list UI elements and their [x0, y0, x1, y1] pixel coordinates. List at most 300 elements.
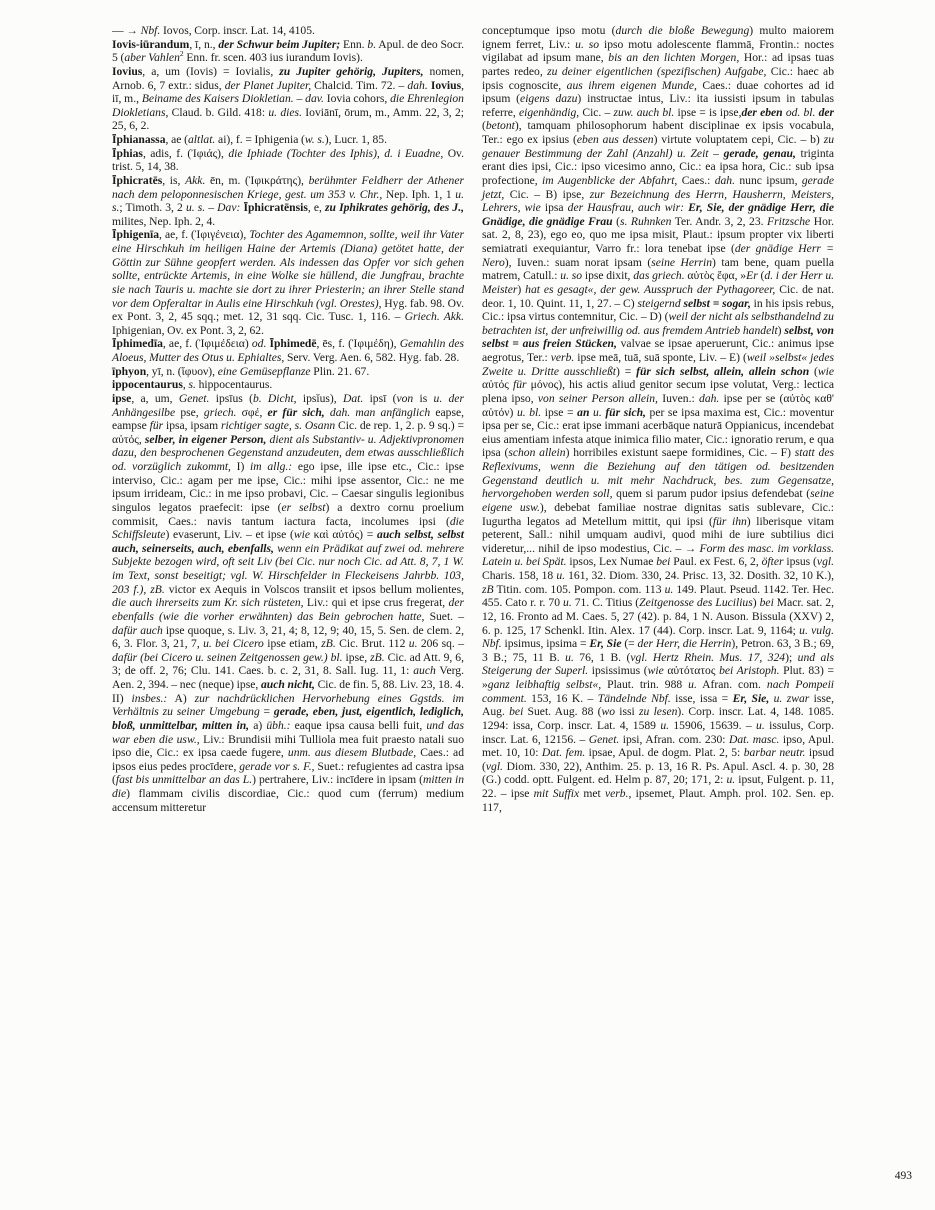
text-run: , ae, f. (Ἰφιμέδεια) [162, 337, 252, 351]
text-run: aber Vahlen [124, 51, 180, 65]
text-run: durch die bloße Bewegung [615, 24, 750, 37]
text-run: ipse etiam, [263, 637, 322, 651]
text-run: ) instructae intus, Liv.: ita iussisti ipsum in tabulas referre, [482, 92, 834, 119]
text-run: für sich, [605, 405, 646, 419]
text-run: Er, Sie [589, 637, 622, 651]
dictionary-entry [112, 378, 464, 392]
text-run: ipsi, Afran. com. 230: [619, 732, 729, 746]
text-run: 206 sq. – [417, 637, 464, 651]
text-run: A) [167, 691, 195, 705]
text-run: Ioviānī, ōrum, m., Amm. 22, 3, 2; 25, 6, 2. [112, 105, 465, 133]
text-run: an [577, 405, 590, 419]
text-run: , a, um, [131, 391, 179, 405]
text-run: steigernd [637, 296, 681, 310]
text-run: ipse, [342, 650, 371, 664]
text-run: , a, um (Iovis) = Iovialis, [142, 64, 280, 78]
text-run: ), tamquam philosophorum habent disciplinae ex ipsis vocabula, Ter.: ego ex ipsius ( [482, 119, 834, 146]
text-run: Dat. masc. [728, 732, 780, 746]
text-run: ) a dextro cornu proelium commisit, Caes.: navis tantum iactura facta, incolumes ipsi ( [112, 500, 464, 528]
text-run: Charis. 158, 18 [482, 569, 557, 582]
text-run: per se ipsa maxima est, Cic.: moventur ipsa per se, Cic.: erat ipse immani acerbāque naturā Oppianicus, incendebat eius amentiam infesta atque inimica filio mater, Cic.: ignoratio rerum, e qua ipsa ( [482, 405, 834, 460]
text-run: milites, Nep. Iph. 2, 4. [112, 214, 216, 228]
text-run: 76, 1 B. ( [573, 650, 631, 664]
text-run: dafür (bei Cicero u. seinen Zeitgenossen gew.) bl. [112, 650, 343, 664]
text-run: dah. man anfänglich [329, 405, 431, 419]
text-run: schon allein [508, 446, 566, 460]
dictionary-entry [112, 24, 464, 38]
text-run: Iovis-iūrandum [112, 37, 190, 51]
text-run: eben aus dessen [576, 133, 654, 146]
text-run: u. vulg. Nbf. [482, 623, 834, 651]
text-run: unm. aus diesem Blutbade, [287, 746, 417, 760]
text-run: aus ihrem eigenen Munde, [566, 78, 697, 92]
text-run: , ēs, f. (Ἰφιμέδη), [316, 337, 400, 351]
text-run: er für sich, [267, 405, 325, 419]
text-run: altlat. [187, 133, 216, 146]
text-run: der ebenfalls (wie die vorher erwähnten) das Bein gebrochen hatte, [112, 596, 464, 623]
text-run: ) liberisque vitam peterent, Sall.: nihil umquam audivi, quod mihi de iure subtilius dici videretur,... nihil de ipso modestius, Cic. – → [482, 514, 834, 555]
text-run: Enn. fr. scen. 403 ius iurandum Iovis). [183, 51, 363, 65]
text-run: zu Jupiter gehörig, Jupiters, [279, 64, 424, 78]
text-run: ipse [112, 391, 132, 405]
text-run: ippocentaurus [112, 378, 183, 392]
text-run: 71. C. Titius ( [571, 596, 640, 610]
text-run: ipsud ( [482, 746, 835, 773]
text-run: verb., [605, 787, 632, 800]
text-run: zB. [321, 637, 336, 651]
text-run: Caes.: [677, 173, 715, 187]
text-run: Apul. de deo Socr. 5 ( [112, 37, 464, 65]
text-run: Er [746, 269, 758, 283]
text-run: ipsae, Apul. de dogm. Plat. 2, 5: [585, 746, 744, 760]
text-run: selber, in eigener Person, [144, 432, 267, 446]
text-run: eigens dazu [520, 92, 578, 106]
text-run: met [579, 787, 605, 800]
text-run: gerade jetzt, [482, 173, 835, 201]
text-run: dient als Substantiv- u. Adjektivpronomen dazu, den besprochenen Gegenstand anzudeuten, dem etwas ausschließlich od. vorzüglich zukommt, [112, 432, 464, 473]
text-run: , yī, n. (ἴφυον), [146, 364, 218, 378]
text-run: zu genauer Bestimmung der Zahl (Anzahl) u. Zeit [482, 133, 834, 160]
text-run: triginta erant dies ipsi, Cic.: ipso vicesimo anno, Cic.: ea ipsa hora, Cic.: sub ipsa profectione, [482, 146, 834, 187]
text-run: ipsa [540, 201, 568, 215]
text-run: Diom. 330, 22), Anthim. 25. p. 13, 16 R. Ps. Apul. Ascl. 4. p. 30, 28 (G.) codd. optt. Fulgent. ed. Helm p. 87, 20; 171, 2: [482, 759, 834, 787]
text-run: von [396, 391, 414, 405]
text-run: Nbf. [140, 24, 161, 37]
text-run: Īphimedīa [112, 337, 163, 351]
text-run: Ter. Andr. 3, 2, 23. [671, 214, 768, 228]
text-run: u. [726, 773, 736, 787]
text-run: öfter [761, 555, 784, 569]
text-run: isse, Aug. [482, 691, 834, 719]
text-run: nunc ipsum, [735, 173, 802, 187]
text-run: , ī, n., [189, 37, 219, 51]
text-run: Cic.: haec ab ipsis cognoscite, [482, 64, 835, 92]
text-run: u. [408, 637, 418, 651]
text-run: ipsa, ipsam [163, 419, 221, 433]
text-run: die auch ihrerseits zum Kr. sich rüsteten, [112, 596, 304, 610]
text-run: issulus, Corp. inscr. Lat. 6, 12156. – [482, 718, 835, 746]
text-run: der Hausfrau, auch wir: [567, 201, 685, 215]
text-run: Īphicratēs [112, 173, 163, 187]
text-run: ) flammam civilis discordiae, Cic.: quod cum (ferrum) medium accensum mitteretur [112, 787, 464, 814]
text-run: I) [230, 460, 251, 473]
text-run: σφέ, [236, 405, 268, 419]
text-run: ) multo maiorem ignem ferret, Liv.: [482, 24, 834, 51]
text-run: ( [809, 364, 818, 378]
text-run: Iovia cohors, [323, 92, 391, 106]
text-run: , ae ( [165, 133, 188, 146]
text-run: pse, [175, 405, 204, 419]
text-run: Macr. sat. 2, 12, 16. Fronto ad M. Caes. 5, 27 (42). p. 84, 1 N. Auson. Bissula (XXV) 2, 6. p. 125, 17 Schenkl. Itin. Alex. 17 (44). Corp. inscr. Lat. 9, 1164; [482, 596, 834, 637]
text-run: ; Timoth. 3, 2 [119, 201, 186, 215]
text-run: der gnädige Herr = Nero [482, 242, 834, 269]
text-run: ). Corp. inscr. Lat. 4, 148. 1085. 1294: issa, Corp. inscr. Lat. 4, 1589 [482, 705, 834, 732]
text-run: hat es gesagt«, [525, 282, 597, 296]
right-column [482, 24, 834, 814]
text-run: betont [485, 119, 515, 133]
text-columns [112, 24, 834, 814]
text-run: Zeitgenosse des Lucilius [639, 596, 753, 610]
text-run: Suet. – [424, 609, 464, 623]
text-run: u. [565, 650, 574, 664]
text-run: ipse = [541, 405, 578, 419]
text-run: u. zwar [773, 691, 810, 705]
text-run: Form des masc. im vorklass. Latein u. bei Spät. [482, 541, 834, 569]
text-run: selbst, von selbst = aus freien Stücken, [482, 323, 834, 351]
text-run: der Planet Jupiter, [224, 78, 312, 92]
text-run: ) [752, 596, 760, 610]
text-run: ipsut, Fulgent. p. 11, 22. – ipse [482, 773, 834, 800]
dictionary-entry [482, 24, 834, 814]
text-run: ipsīus ( [209, 391, 253, 405]
text-run: Fritzsche [767, 214, 811, 228]
text-run: ipsissimus ( [588, 664, 648, 678]
text-run: Liv.: Brundisii mihi Tulliola mea fuit praesto natali suo ipso die, Cic.: ex ipsa caede fugere, [112, 732, 464, 760]
text-run: berühmter Feldherr der Athener nach dem peloponnesischen Kriege, gest. um 353 v. Chr., [112, 173, 464, 201]
text-run: Īphias [112, 146, 143, 160]
text-run: Claud. b. Gild. 418: [168, 105, 269, 119]
text-run: ( [757, 269, 765, 283]
text-run: die Iphiade (Tochter des Iphis), d. i Euadne, [228, 146, 444, 160]
text-run: ipse meā, tuā, suā sponte, Liv. – E) ( [574, 351, 747, 364]
text-run: ) pertrahere, Liv.: incīdere in ipsam ( [252, 773, 424, 787]
text-run: ) evaserunt, Liv. – et ipse ( [165, 528, 294, 542]
text-run: in his ipsis rebus, Cic.: ipsa virtus contemnitur, Cic. – D) ( [482, 296, 834, 324]
text-run: 153, 16 K. – [526, 691, 598, 705]
text-run: αὐτός [482, 378, 513, 392]
text-run: u. s. [185, 201, 206, 215]
text-run: αὐτότατος [663, 664, 720, 678]
text-run: zu lesen [639, 705, 678, 719]
text-run: od. bl. [785, 105, 816, 119]
text-run: griech. [203, 405, 237, 419]
text-run: Enn. [340, 37, 368, 51]
text-run: seine eigene usw. [482, 487, 834, 514]
text-run: gerade vor s. F., [239, 759, 315, 773]
text-run: Afran. com. [696, 678, 767, 691]
text-run: ipse = is ipse, [674, 105, 742, 119]
text-run: is [413, 391, 434, 405]
dictionary-entry [112, 65, 464, 133]
text-run: u. [556, 569, 566, 582]
text-run: vgl. Hertz Rhein. Mus. 17, 324 [630, 650, 786, 664]
text-run: u. dies. [268, 105, 302, 119]
text-run: statt des Reflexivums, wenn die Beziehung auf den tätigen od. besitzenden Gegenstand deutlich u. mit mehr Nachdruck, bes. zum Gegensatze, hervorgehoben werden soll, [482, 446, 834, 501]
text-run: u. so [560, 269, 583, 283]
text-run: īphyon [112, 364, 147, 378]
dictionary-entry [112, 38, 464, 65]
text-run: ganz leibhaftig selbst«, [487, 678, 602, 691]
text-run: das griech. [633, 269, 685, 283]
text-run: Akk. [185, 173, 206, 187]
text-run: ipse per se (αὐτὸς καθ' αὑτόν) [482, 391, 834, 419]
left-column [112, 24, 464, 814]
text-run: ipsos, Lex Numae [566, 555, 657, 569]
text-run: conceptumque ipso motu ( [482, 24, 616, 37]
text-run: ipso, Apul. met. 10, 10: [482, 732, 834, 760]
text-run: Plaut. trin. 988 [601, 678, 689, 691]
text-run: er selbst [281, 500, 326, 514]
text-run: w. s. [304, 133, 325, 146]
dictionary-entry [112, 337, 464, 364]
text-run: u. der Anhängesilbe [112, 391, 464, 419]
text-run: zu deiner eigentlichen (spezifischen) Aufgabe, [547, 64, 767, 78]
text-run: Genet. [588, 732, 620, 746]
text-run: , is, [162, 173, 186, 187]
text-run: ipsĭus), [296, 391, 343, 405]
text-run: b. Dicht, [252, 391, 297, 405]
text-run: zuw. auch bl. [613, 105, 675, 119]
text-run: Iovius [430, 78, 462, 92]
text-run: dafür auch [112, 623, 163, 637]
text-run: ) [517, 282, 526, 296]
text-run: ), Lucr. 1, 85. [324, 133, 387, 146]
text-run: 161, 32. Diom. 330, 24. Prisc. 13, 32. Dosith. 32, 10 K.), [565, 569, 834, 582]
text-run: Iphigenian, Ov. ex Pont. 3, 2, 62. [112, 323, 264, 337]
text-run: a) [249, 718, 267, 732]
text-run: Cic. de rep. 1, 2. p. 9 sq.) = αὐτός, [112, 419, 464, 446]
text-run: Cic. Brut. 112 [335, 637, 409, 651]
text-run: Īphimedē [269, 337, 317, 351]
text-run: ); [785, 650, 798, 664]
text-run: nach Pompeii comment. [482, 678, 835, 705]
text-run: d. i der Herr u. Meister [482, 269, 835, 296]
text-run: dah. [407, 78, 428, 92]
text-run: für sich selbst, allein, allein schon [636, 364, 810, 378]
text-run: eigenhändig, [518, 105, 580, 119]
text-run: II) [112, 691, 132, 705]
text-run: vgl. [816, 555, 834, 569]
text-run: ipse dixit, [582, 269, 634, 283]
text-run: ego ipse, ille ipse etc., Cic.: ipse interviso, Cic.: agam per me ipse, Cic.: mihi ipse assentor, Cic.: ne me ipsum irrideam, Cic.: in me ipso probavi, Cic. – Caesar singulis legionibus singulos legatos praefecit: ipse ( [112, 460, 464, 514]
text-run: Verg. Aen. 2, 394. – nec (neque) ipse, [112, 664, 464, 691]
text-run: – [205, 201, 218, 215]
text-run: dah. [714, 173, 735, 187]
text-run: Er, Sie, [732, 691, 770, 705]
text-run: der Schwur beim Jupiter; [218, 37, 341, 51]
text-run: zur nachdrücklichen Hervorhebung eines Ggstds. im Verhältnis zu seiner Umgebung [112, 691, 464, 719]
text-run: eapse, eampse [112, 405, 465, 433]
dictionary-entry [112, 392, 464, 692]
text-run: ) virtute voluptatem cepi, Cic. – b) [653, 133, 824, 146]
text-run: μόνος), his actis aliud genitor secum ipse volutat, Verg.: lectica plena ipso, [482, 378, 834, 405]
text-run: καὶ αὐτός) = [309, 528, 378, 542]
text-run: issi [615, 705, 640, 719]
text-run: Suet.: refugientes ad castra ipsa ( [112, 759, 464, 787]
text-run: richtiger sagte, s. Osann [220, 419, 336, 433]
text-run: der Herr, die Herrin [637, 637, 732, 651]
text-run: weil »selbst« jedes Zweite u. Dritte ausschließt [482, 351, 835, 378]
text-run: Suet. Aug. 88 ( [523, 705, 602, 719]
text-run: u. [660, 718, 670, 732]
text-run: zur Bezeichnung des Herrn, Hausherrn, Meisters, Lehrers, wie [482, 187, 834, 215]
text-run: 15906, 15639. – [669, 718, 757, 732]
text-run: u. [688, 678, 697, 691]
text-run: der eben [741, 105, 783, 119]
text-run: und das war eben die usw., [112, 718, 464, 746]
dictionary-entry [112, 365, 464, 379]
text-run: der [818, 105, 835, 119]
text-run: Hyg. fab. 98. Ov. ex Pont. 3, 2, 45 sqq.; met. 12, 31 sqq. Cic. Tusc. 1, 116. – [112, 296, 464, 324]
text-run: für [512, 378, 527, 392]
text-run: ), debebat familiae nostrae dignitas satis sublevare, Cic.: Iugurtha legatos ad Metellum mittit, qui ipsi ( [482, 500, 834, 528]
text-run: Er, Sie, der gnädige Herr, die Gnädige, die gnädige Frau [482, 201, 835, 228]
text-run: , adis, f. (Ἰφιάς), [142, 146, 229, 160]
text-run: Cic. ad Att. 9, 6, 3; de off. 2, 76; Clu. 141. Caes. b. c. 2, 31, 8. Sall. Iug. 11, 1: [112, 650, 464, 678]
text-run: Plut. 83) = » [482, 664, 834, 691]
text-run: Paul. ex Fest. 6, 2, [670, 555, 762, 569]
text-run: Serv. Verg. Aen. 6, 582. Hyg. fab. 28. [284, 351, 460, 364]
text-run: dav. [305, 92, 324, 106]
text-run: , iī, m., [112, 78, 465, 106]
text-run: nomen, Arnob. 6, 7 extr.: sidus, [112, 64, 464, 92]
text-run: Tochter des Agamemnon, sollte, weil ihr Vater eine Hirschkuh im heiligen Haine der Artemis (Diana) getötet hatte, der Göttin zur Sühne geopfert werden. Als indessen das Opfer vor sich gehen sollte, entrückte Artemis, in eine Wolke sie hüllend, die Jungfrau, brachte sie nach Tauris u. machte sie dort zu ihrer Priesterin; an ihrer Stelle stand vor dem Opferaltar in Aulis eine Hirschkuh (vgl. Orestes), [112, 228, 464, 310]
text-run: barbar neutr. [743, 746, 806, 760]
page-number: 493 [894, 1170, 912, 1182]
text-run: übh.: [266, 718, 291, 732]
text-run: auch [413, 664, 436, 678]
text-run: victor ex Aequis in Volscos transiit et ipsos bellum molientes, [164, 582, 464, 596]
text-run: ( [612, 214, 620, 228]
text-run: Griech. Akk. [404, 310, 464, 324]
text-run: wenn ein Prädikat auf zwei od. mehrere Subjekte bezogen wird, oft seit Liv (bei Cic. nur noch Cic. ad Att. 8, 7, 1 W. im Text, sonst beseitigt; vgl. W. Hirschfelder in Fleckeisens Jahrbb. 103, 203 f.), zB. [112, 541, 464, 596]
text-run: ipse quoque, s. Liv. 3, 21, 4; 8, 12, 9; 40, 15, 5. Sen. de clem. 2, 6, 3. Flor. 3, 21, 7, [112, 623, 464, 651]
dictionary-entry [112, 228, 464, 337]
text-run: Chalcid. Tim. 72. – [311, 78, 408, 92]
text-run: 2 [179, 49, 184, 59]
text-run: (= [621, 637, 638, 651]
text-run: Nep. Iph. 1, 1 [382, 187, 456, 201]
text-run: = [259, 705, 274, 719]
text-run: ēn, m. (Ἰφικράτης), [205, 173, 309, 187]
text-run: 149. Plaut. Pseud. 1142. Ter. Hec. 455. Cato r. r. 70 [482, 582, 834, 610]
text-run: ) [777, 323, 785, 337]
text-run: isse, issa = [670, 691, 733, 705]
text-run: Īphigenīa [112, 228, 160, 242]
text-run: b. [367, 37, 377, 51]
text-run: eaque ipsa causa belli fuit, [290, 718, 427, 732]
text-run: Iuven.: [657, 391, 700, 405]
text-run: ai), f. = Iphigenia ( [215, 133, 305, 146]
text-run: Dat. [342, 391, 364, 405]
text-run: selbst = sogar, [683, 296, 751, 310]
text-run: bei [509, 705, 524, 719]
text-run: ) horribiles existunt saepe formidines, Cic. – F) [565, 446, 795, 460]
text-run: Cic. – B) ipse, [504, 187, 590, 201]
text-run: bei Aristoph. [719, 664, 780, 678]
text-run: od. [251, 337, 267, 351]
text-run: u. [664, 582, 674, 596]
text-run: ) tam bene, quam puella matrem, Catull.: [482, 255, 834, 283]
text-run: bei [656, 555, 671, 569]
text-run: auch selbst, selbst auch, seinerseits, auch, ebenfalls, [112, 528, 464, 555]
text-run: wie [817, 364, 835, 378]
text-run: mit Suffix [533, 787, 580, 800]
text-run: , e, [307, 201, 326, 215]
text-run: ipso motu adolescente flammā, Frontin.: noctes vigilabat ad ipsum mane, [482, 37, 834, 65]
text-run: valvae se ipsae aperuerunt, Cic.: animus ipse aegrotus, Ter.: [482, 337, 834, 364]
text-run: αὐτὸς ἔφα, » [684, 269, 747, 283]
text-run: wo [601, 705, 616, 719]
text-run: im allg.: [250, 460, 293, 473]
text-run: im Augenblicke der Abfahrt, [542, 173, 678, 187]
text-run: u. [563, 596, 572, 610]
text-run: Plin. 21. 67. [310, 364, 370, 378]
text-run: der gew. Ausspruch der Pythagoreer, [600, 282, 776, 296]
text-run: von seiner Person allein, [537, 391, 658, 405]
dictionary-entry [112, 174, 464, 229]
text-run: ), Iuven.: suam norat ipsam ( [504, 255, 652, 269]
text-run: u. bei Cicero [203, 637, 264, 651]
text-run: zB [482, 582, 494, 596]
text-run: Liv.: qui et ipse crus fregerat, [303, 596, 449, 610]
dictionary-entry [112, 147, 464, 174]
text-run: eine Gemüsepflanze [217, 364, 311, 378]
text-run: u. bl. [516, 405, 542, 419]
text-run: Dat. fem. [541, 746, 586, 760]
text-run: Īphianassa [112, 133, 166, 146]
dictionary-entry [112, 133, 464, 147]
text-run: Gemahlin des Aloeus, Mutter des Otus u. Ephialtes, [112, 337, 464, 364]
text-run: , ae, f. (Ἰφιγένεια), [159, 228, 250, 242]
text-run: Caes.: ad ipsos eius pedes procīdere, [112, 746, 464, 773]
text-run: gerade, eben, just, eigentlich, lediglich, bloß, unmittelbar, mitten in, [112, 705, 464, 732]
text-run: und als Steigerung der Superl. [482, 650, 835, 678]
text-run: ipsī ( [363, 391, 397, 405]
dictionary-entry [112, 692, 464, 815]
text-run: Dav: [217, 201, 241, 215]
text-run: Cic. de nat. deor. 1, 10. Quint. 11, 1, 27. – C) [482, 282, 834, 310]
text-run: Iovos, Corp. inscr. Lat. 14, 4105. [160, 24, 315, 37]
text-run: Cic. de fin. 5, 88. Liv. 23, 18. 4. [314, 678, 464, 691]
text-run: für ihn [712, 514, 747, 528]
text-run: dah. [699, 391, 720, 405]
text-run: – [708, 146, 724, 160]
text-run: Iovius [112, 64, 143, 78]
text-run: weil der nicht als selbsthandelnd zu betrachten ist, der unfreiwillig od. aus fremdem Antrieb handelt [482, 310, 834, 337]
text-run: seine Herrin [651, 255, 713, 269]
text-run: Ov. trist. 5, 14, 38. [112, 146, 465, 174]
text-run: u. [593, 405, 602, 419]
text-run: Īphicratēnsis [243, 201, 308, 215]
text-run: die Ehrenlegion Diokletians, [112, 92, 464, 119]
text-run: — → [112, 24, 141, 37]
text-run: Caes.: duae cohortes ad id ipsum ( [482, 78, 834, 106]
text-run: verb. [550, 351, 575, 364]
text-run: für [149, 419, 164, 433]
text-run: ipsemet, Plaut. Amph. prol. 102. Sen. ep. 117, [482, 787, 834, 814]
text-run: s. [188, 378, 196, 392]
